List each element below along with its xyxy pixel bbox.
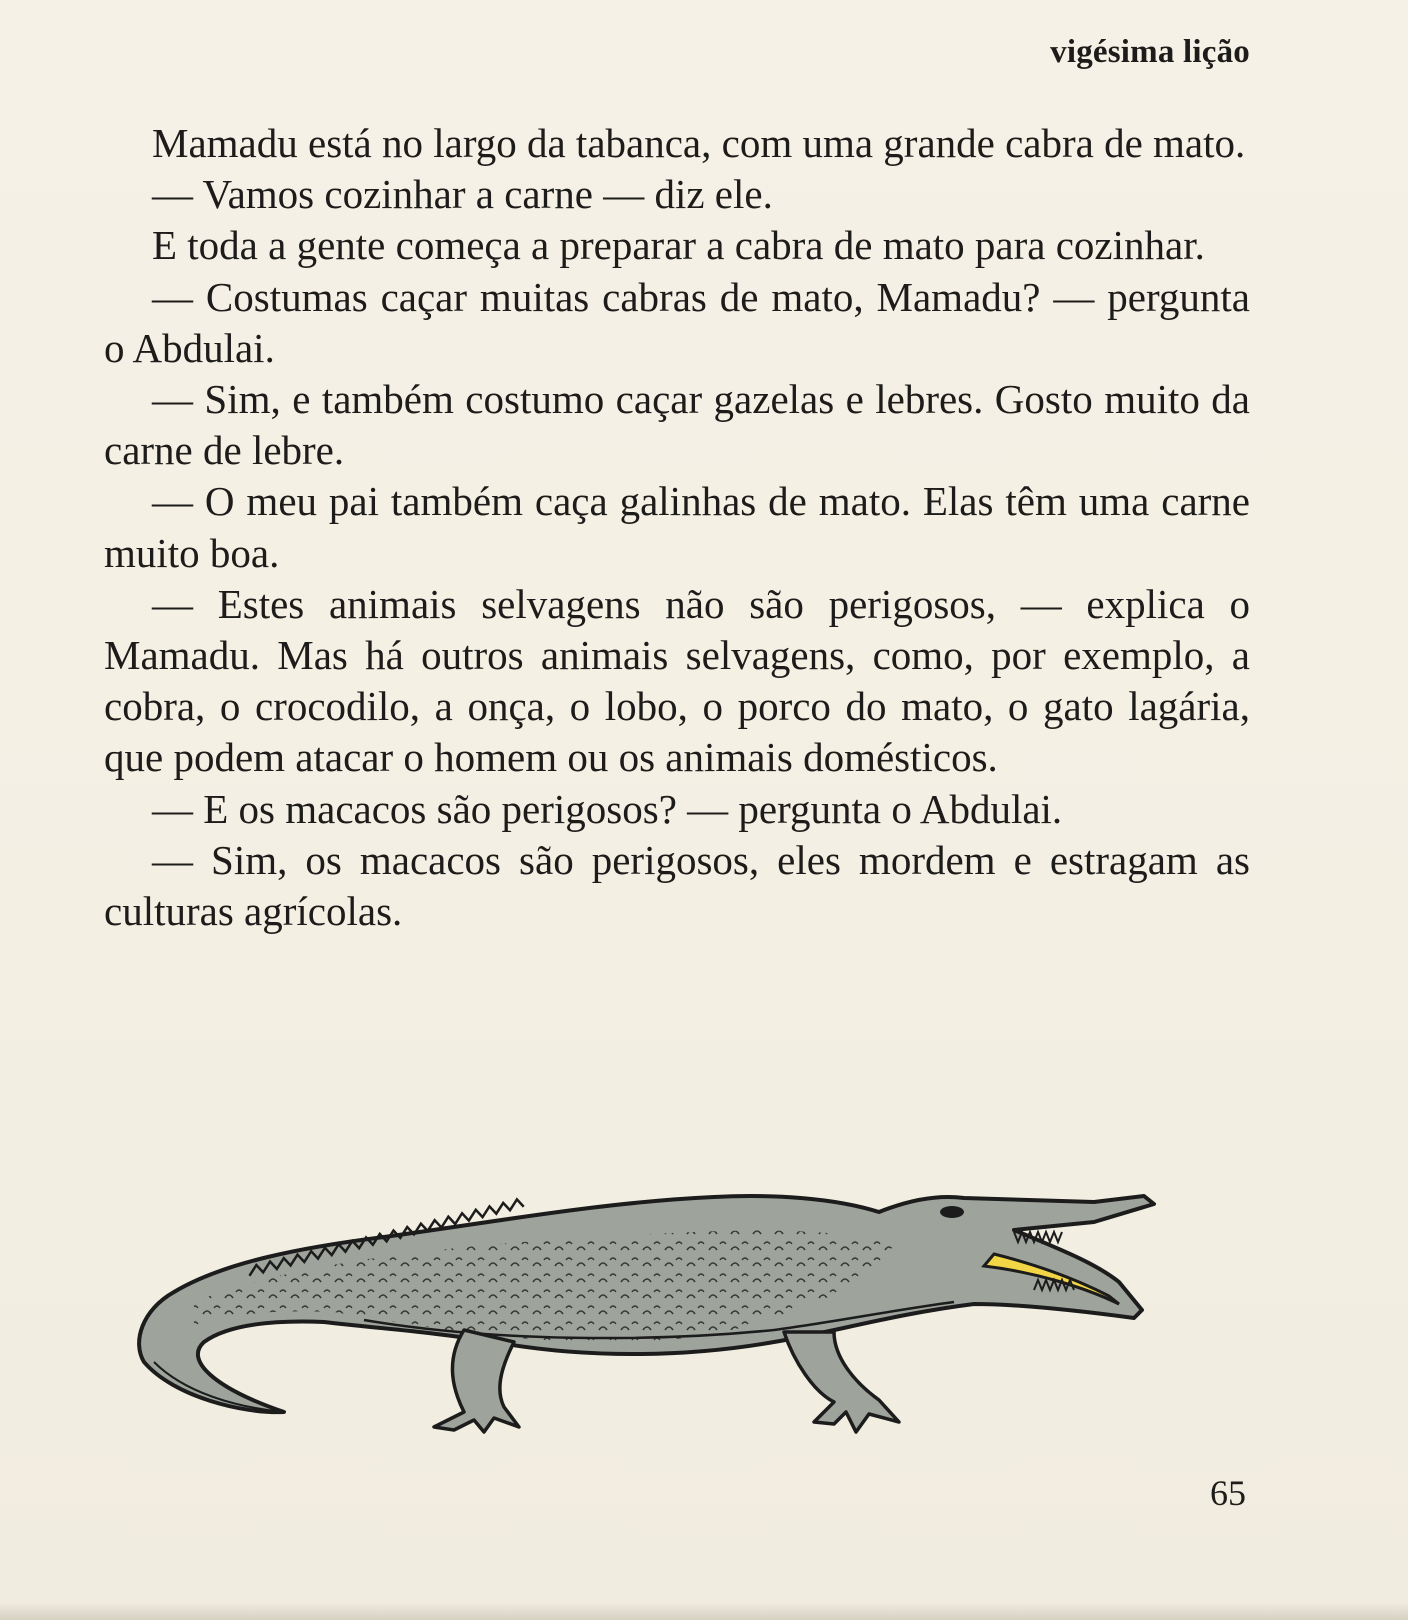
crocodile-front-leg: [434, 1330, 519, 1432]
lesson-title: vigésima lição: [1050, 34, 1250, 70]
lesson-text: [104, 118, 1250, 937]
paragraph-2: — Vamos cozinhar a carne — diz ele.: [152, 171, 773, 218]
page-number: 65: [1210, 1473, 1246, 1513]
paragraph-9: — Sim, os macacos são perigosos, eles mordem e estragam as culturas agrícolas.: [104, 836, 1250, 935]
paragraph-1: Mamadu está no largo da tabanca, com uma grande cabra de mato.: [152, 120, 1246, 166]
paragraph-6: — O meu pai também caça galinhas de mato. Elas têm uma carne muito boa.: [104, 478, 1250, 576]
paragraph-3: E toda a gente começa a preparar a cabra de mato para cozinhar.: [152, 222, 1205, 269]
paragraph-8: — E os macacos são perigosos? — pergunta o Abdulai.: [152, 785, 1063, 832]
paragraph-5: — Sim, e também costumo caçar gazelas e lebres. Gosto muito da carne de lebre.: [104, 376, 1250, 474]
crocodile-illustration: [134, 1192, 1206, 1452]
crocodile-back-leg: [784, 1332, 899, 1432]
paragraph-7: — Estes animais selvagens não são perigosos, — explica o Mamadu. Mas há outros animais selvagens, como, por exemplo, a cobra, o crocodilo, a onça, o lobo, o porco do mato, o gato lagária, que podem atacar o homem ou os animais domésticos.: [104, 580, 1250, 781]
crocodile-eye: [940, 1206, 964, 1218]
paragraph-4: — Costumas caçar muitas cabras de mato, Mamadu? — pergunta o Abdulai.: [104, 273, 1250, 371]
page-edge-shadow: [0, 1602, 1408, 1620]
